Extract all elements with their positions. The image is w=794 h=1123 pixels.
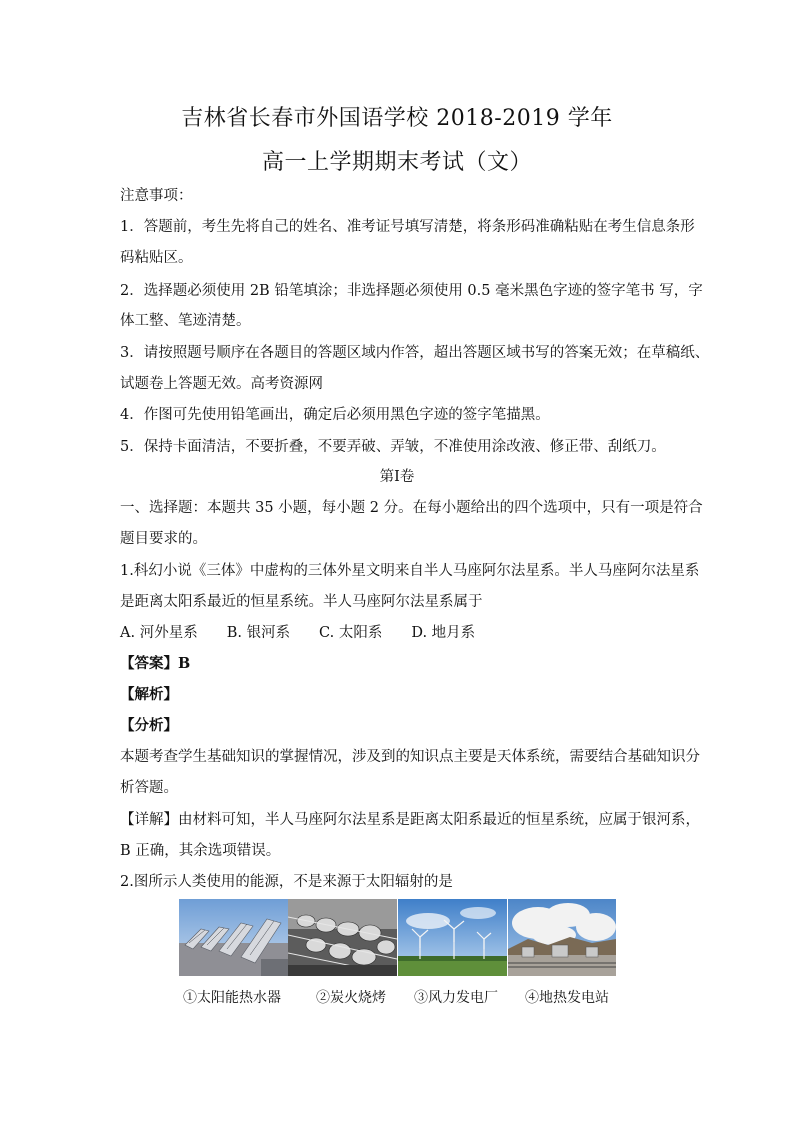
notes-line: 1．答题前，考生先将自己的姓名、准考证号填写清楚，将条形码准确粘贴在考生信息条形	[120, 219, 695, 235]
q1-options: A. 河外星系 B. 银河系 C. 太阳系 D. 地月系	[120, 625, 476, 641]
q1-fenxi-line: 本题考查学生基础知识的掌握情况，涉及到的知识点主要是天体系统，需要结合基础知识分	[120, 749, 700, 765]
photo-caption: ②炭火烧烤	[316, 990, 386, 1006]
q1-fenxi-line: 析答题。	[120, 780, 178, 796]
notes-line: 码粘贴区。	[120, 250, 193, 266]
q1-analysis-heading: 【解析】	[120, 686, 178, 703]
solar-water-heater-photo	[179, 899, 288, 976]
q1-stem-line: 是距离太阳系最近的恒星系统。半人马座阿尔法星系属于	[120, 594, 483, 610]
photo-caption: ④地热发电站	[525, 990, 609, 1006]
q1-detail-line: 【详解】由材料可知，半人马座阿尔法星系是距离太阳系最近的恒星系统，应属于银河系，	[120, 812, 700, 828]
notes-line: 5．保持卡面清洁，不要折叠，不要弄破、弄皱，不准使用涂改液、修正带、刮纸刀。	[120, 439, 666, 455]
q1-fenxi-heading: 【分析】	[120, 717, 178, 734]
q1-answer: 【答案】B	[120, 655, 191, 672]
section-title: 第Ⅰ卷	[379, 469, 415, 485]
wind-farm-photo	[398, 899, 507, 976]
charcoal-barbecue-photo	[288, 899, 397, 976]
section-intro-line: 一、选择题：本题共 35 小题，每小题 2 分。在每小题给出的四个选项中，只有一项是符合	[120, 500, 703, 516]
q1-stem-line: 1.科幻小说《三体》中虚构的三体外星文明来自半人马座阿尔法星系。半人马座阿尔法星系	[120, 563, 700, 579]
exam-title-line1: 吉林省长春市外国语学校 2018-2019 学年	[181, 106, 613, 131]
notes-line: 试题卷上答题无效。高考资源网	[120, 376, 323, 392]
notes-line: 3．请按照题号顺序在各题目的答题区域内作答，超出答题区域书写的答案无效；在草稿纸、	[120, 345, 710, 361]
exam-title-line2: 高一上学期期末考试（文）	[261, 150, 532, 175]
notes-line: 2．选择题必须使用 2B 铅笔填涂；非选择题必须使用 0.5 毫米黑色字迹的签字笔书 写，字	[120, 283, 703, 299]
notes-line: 体工整、笔迹清楚。	[120, 313, 251, 329]
photo-caption: ①太阳能热水器	[183, 990, 281, 1006]
geothermal-power-station-photo	[508, 899, 616, 976]
notes-line: 4．作图可先使用铅笔画出，确定后必须用黑色字迹的签字笔描黑。	[120, 407, 550, 423]
section-intro-line: 题目要求的。	[120, 531, 207, 547]
q2-stem: 2.图所示人类使用的能源，不是来源于太阳辐射的是	[120, 874, 453, 890]
notes-heading: 注意事项：	[120, 188, 193, 204]
q1-detail-line: B 正确，其余选项错误。	[120, 843, 281, 859]
photo-caption: ③风力发电厂	[414, 990, 498, 1006]
